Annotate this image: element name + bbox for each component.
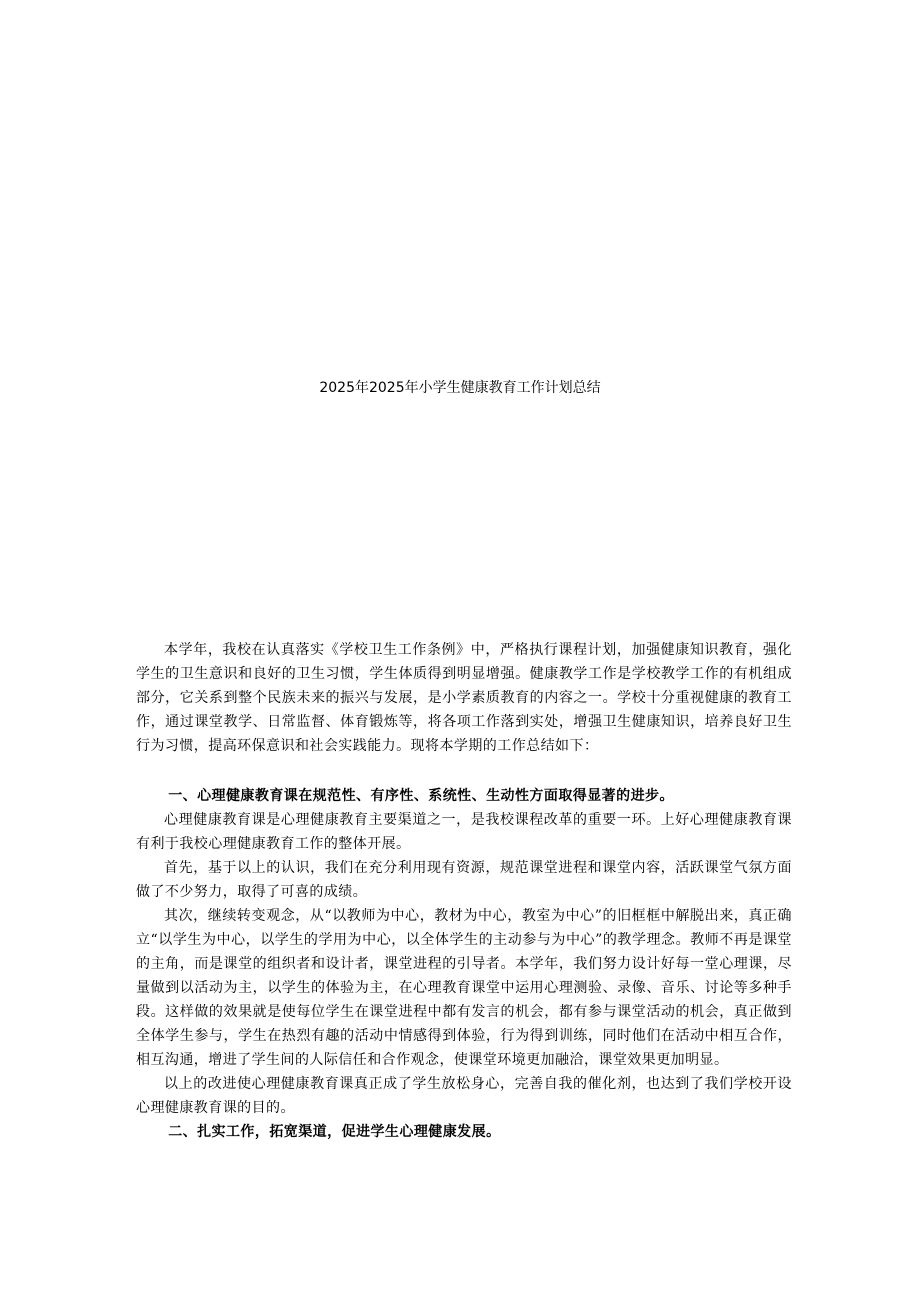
body-paragraph-1: 心理健康教育课是心理健康教育主要渠道之一，是我校课程改革的重要一环。上好心理健康教育课有利于我校心理健康教育工作的整体开展。 [136,812,792,852]
body-section [136,784,792,1144]
section-heading-1: 一、心理健康教育课在规范性、有序性、系统性、生动性方面取得显著的进步。 [168,788,674,804]
body-paragraph-4: 以上的改进使心理健康教育课真正成了学生放松身心，完善自我的催化剂，也达到了我们学校开设心理健康教育课的目的。 [136,1076,792,1116]
document-title: 2025年2025年小学生健康教育工作计划总结 [319,380,601,396]
body-paragraph-2: 首先，基于以上的认识，我们在充分利用现有资源，规范课堂进程和课堂内容，活跃课堂气氛方面做了不少努力，取得了可喜的成绩。 [136,860,792,900]
body-paragraph-3: 其次，继续转变观念，从“以教师为中心，教材为中心，教室为中心”的旧框框中解脱出来，真正确立“以学生为中心，以学生的学用为中心，以全体学生的主动参与为中心”的教学理念。教师不再是课堂的主角，而是课堂的组织者和设计者，课堂进程的引导者。本学年，我们努力设计好每一堂心理课，尽量做到以活动为主，以学生的体验为主，在心理教育课堂中运用心理测验、录像、音乐、讨论等多种手段。这样做的效果就是使每位学生在课堂进程中都有发言的机会，都有参与课堂活动的机会，真正做到全体学生参与，学生在热烈有趣的活动中情感得到体验，行为得到训练，同时他们在活动中相互合作，相互沟通，增进了学生间的人际信任和合作观念，使课堂环境更加融洽，课堂效果更加明显。 [136,908,792,1068]
section-heading-2: 二、扎实工作，拓宽渠道，促进学生心理健康发展。 [168,1124,501,1140]
intro-section [136,638,792,758]
intro-paragraph: 本学年，我校在认真落实《学校卫生工作条例》中，严格执行课程计划，加强健康知识教育，强化学生的卫生意识和良好的卫生习惯，学生体质得到明显增强。健康教学工作是学校教学工作的有机组成部分，它关系到整个民族未来的振兴与发展，是小学素质教育的内容之一。学校十分重视健康的教育工作，通过课堂教学、日常监督、体育锻炼等，将各项工作落到实处，增强卫生健康知识，培养良好卫生行为习惯，提高环保意识和社会实践能力。现将本学期的工作总结如下： [136,642,792,754]
